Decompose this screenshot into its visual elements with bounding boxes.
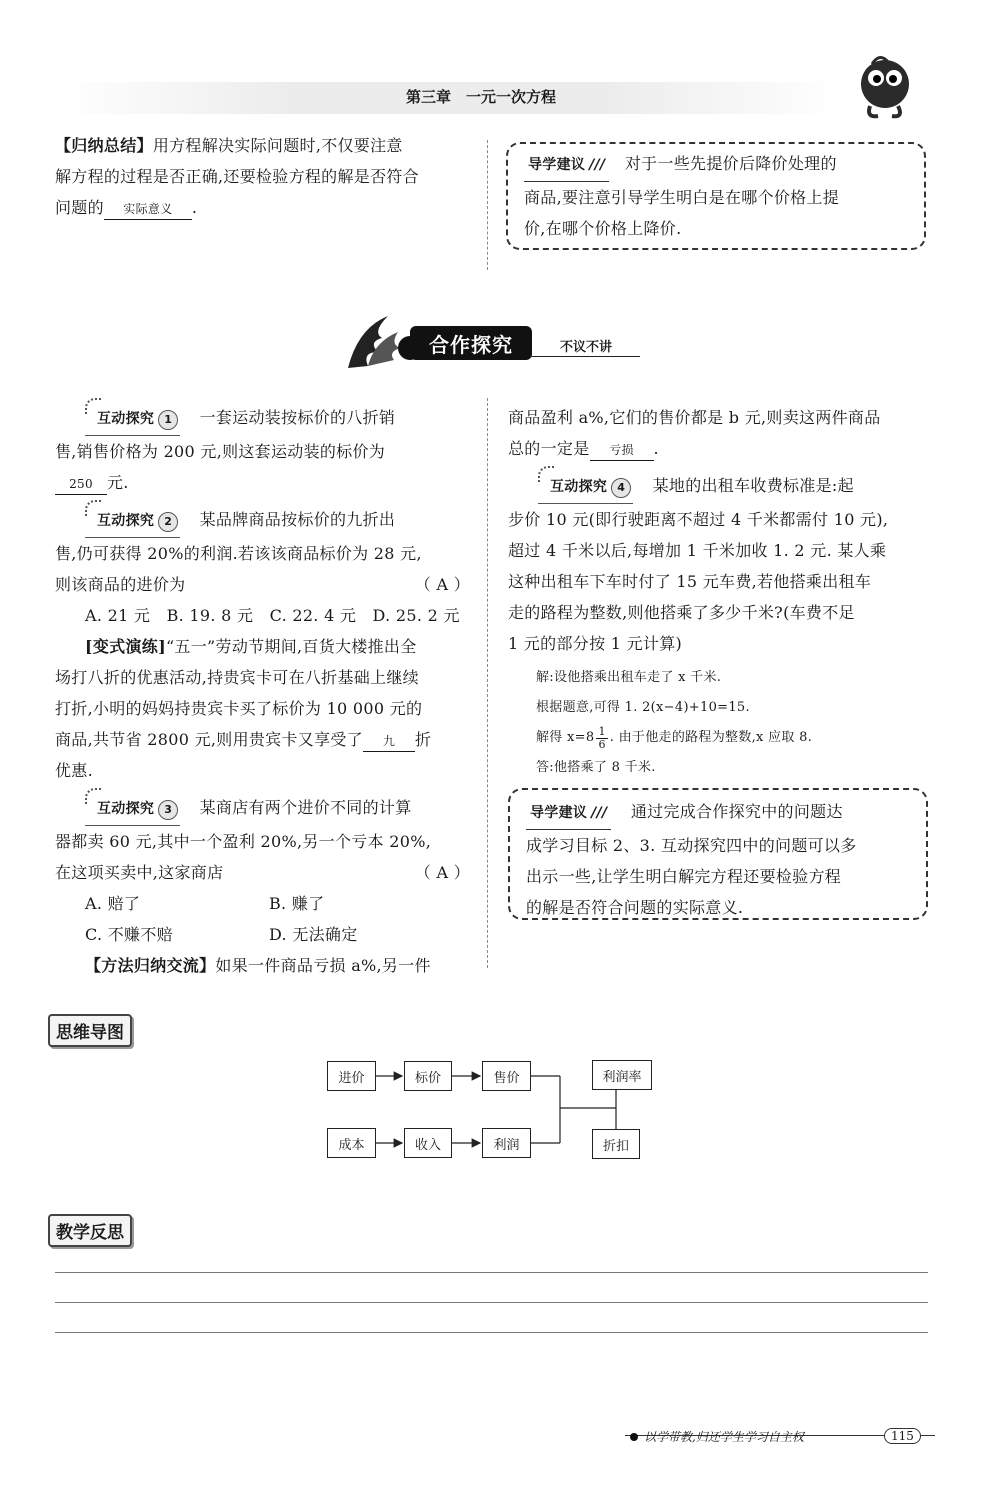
number-circle-icon: 3 xyxy=(158,800,178,820)
explore3-line1: 某商店有两个进价不同的计算 xyxy=(199,798,412,817)
mindmap-node-shoujia: 售价 xyxy=(482,1061,531,1091)
reflection-line-2 xyxy=(55,1302,928,1303)
mindmap-node-biaojia: 标价 xyxy=(404,1061,452,1091)
page-number: 115 xyxy=(884,1428,921,1444)
explore-tag-3: 互动探究 3 xyxy=(85,794,180,826)
guide1-line1: 对于一些先提价后降价处理的 xyxy=(624,154,837,173)
method-line2: 商品盈利 a%,它们的售价都是 b 元,则卖这两件商品 xyxy=(508,408,881,427)
summary-line1: 用方程解决实际问题时,不仅要注意 xyxy=(152,136,403,155)
solution-line3-suffix: . 由于他走的路程为整数,x 应取 8. xyxy=(609,730,813,745)
option-a: A. 赔了 xyxy=(85,894,141,913)
explore1-line1: 一套运动装按标价的八折销 xyxy=(199,408,396,427)
explore4-line6: 1 元的部分按 1 元计算) xyxy=(508,634,683,653)
solution-line3-prefix: 解得 x=8 xyxy=(536,730,595,745)
variant-line4-suffix: 折 xyxy=(414,730,432,749)
explore3-line2: 器都卖 60 元,其中一个盈利 20%,另一个亏本 20%, xyxy=(55,832,432,851)
explore2-answer: （ A ） xyxy=(414,575,470,594)
guide2-line1: 通过完成合作探究中的问题达 xyxy=(630,802,843,821)
footer-slogan: 以学带教,归还学生学习自主权 xyxy=(644,1430,804,1444)
option-d: D. 无法确定 xyxy=(269,925,358,944)
guide1-line3: 价,在哪个价格上降价. xyxy=(524,219,682,238)
variant-line2: 场打八折的优惠活动,持贵宾卡可在八折基础上继续 xyxy=(55,668,419,687)
explore-tag-1: 互动探究 1 xyxy=(85,404,180,436)
banner-title: 合作探究 xyxy=(429,332,513,357)
guide2-line4: 的解是否符合问题的实际意义. xyxy=(526,898,744,917)
explore3-answer: （ A ） xyxy=(414,863,470,882)
reflection-line-1 xyxy=(55,1272,928,1273)
mindmap-title: 思维导图 xyxy=(48,1014,132,1047)
number-circle-icon: 2 xyxy=(158,512,178,532)
mindmap-node-zhekou: 折扣 xyxy=(592,1129,640,1159)
mindmap-node-lirun: 利润 xyxy=(482,1128,531,1158)
mindmap-node-chengben: 成本 xyxy=(327,1128,376,1158)
option-c: C. 不赚不赔 xyxy=(85,925,173,944)
guide-label-1: 导学建议 /// xyxy=(524,150,609,182)
explore3-line3: 在这项买卖中,这家商店 xyxy=(55,863,224,882)
summary-line2: 解方程的过程是否正确,还要检验方程的解是否符合 xyxy=(55,167,419,186)
fraction-denominator: 6 xyxy=(598,737,606,751)
method-line3-prefix: 总的一定是 xyxy=(508,439,590,458)
explore4-line5: 走的路程为整数,则他搭乘了多少千米?(车费不足 xyxy=(508,603,855,622)
reflection-line-3 xyxy=(55,1332,928,1333)
reflection-title: 教学反思 xyxy=(48,1214,132,1247)
explore4-line1: 某地的出租车收费标准是:起 xyxy=(652,476,854,495)
variant-line1: “五一”劳动节期间,百货大楼推出全 xyxy=(165,637,417,656)
answer-blank: 九 xyxy=(363,731,415,752)
solution-line1: 解:设他搭乘出租车走了 x 千米. xyxy=(536,670,722,685)
answer-blank: 亏损 xyxy=(590,440,654,461)
footer-slogan-row xyxy=(630,1428,804,1445)
explore-tag-4: 互动探究 4 xyxy=(538,472,633,504)
mindmap-node-shouru: 收入 xyxy=(404,1128,452,1158)
method-line1: 如果一件商品亏损 a%,另一件 xyxy=(215,956,431,975)
variant-line4-prefix: 商品,共节省 2800 元,则用贵宾卡又享受了 xyxy=(55,730,363,749)
number-circle-icon: 4 xyxy=(611,478,631,498)
explore4-line2: 步价 10 元(即行驶距离不超过 4 千米都需付 10 元), xyxy=(508,510,889,529)
explore2-line2: 售,仍可获得 20%的利润.若该该商品标价为 28 元, xyxy=(55,544,422,563)
bullet-icon xyxy=(630,1433,638,1441)
mindmap-node-jinjia: 进价 xyxy=(327,1061,376,1091)
explore-tag-2: 互动探究 2 xyxy=(85,506,180,538)
guide2-line3: 出示一些,让学生明白解完方程还要检验方程 xyxy=(526,867,842,886)
method-line3-suffix: . xyxy=(653,439,659,458)
guide1-line2: 商品,要注意引导学生明白是在哪个价格上提 xyxy=(524,188,840,207)
explore1-line2: 售,销售价格为 200 元,则这套运动装的标价为 xyxy=(55,442,386,461)
variant-line5: 优惠. xyxy=(55,761,93,780)
method-label: 【方法归纳交流】 xyxy=(85,956,216,975)
guide-label-2: 导学建议 /// xyxy=(526,798,611,830)
summary-line3-prefix: 问题的 xyxy=(55,198,104,217)
banner-subtitle: 不议不讲 xyxy=(560,340,613,355)
mindmap-node-lirunlv: 利润率 xyxy=(592,1060,652,1090)
summary-label: 【归纳总结】 xyxy=(55,136,153,155)
guide2-line2: 成学习目标 2、3. 互动探究四中的问题可以多 xyxy=(526,836,857,855)
solution-line2: 根据题意,可得 1. 2(x−4)+10=15. xyxy=(536,700,750,715)
fraction-numerator: 1 xyxy=(598,724,606,738)
explore4-line3: 超过 4 千米以后,每增加 1 千米加收 1. 2 元. 某人乘 xyxy=(508,541,887,560)
explore2-options: A. 21 元 B. 19. 8 元 C. 22. 4 元 D. 25. 2 元 xyxy=(85,606,460,625)
explore4-line4: 这种出租车下车时付了 15 元车费,若他搭乘出租车 xyxy=(508,572,872,591)
explore1-suffix: 元. xyxy=(107,473,129,492)
solution-line4: 答:他搭乘了 8 千米. xyxy=(536,760,656,775)
answer-blank: 实际意义 xyxy=(104,199,192,220)
explore2-line1: 某品牌商品按标价的九折出 xyxy=(199,510,396,529)
explore2-line3: 则该商品的进价为 xyxy=(55,575,186,594)
variant-label: [变式演练] xyxy=(85,637,166,656)
variant-line3: 打折,小明的妈妈持贵宾卡买了标价为 10 000 元的 xyxy=(55,699,423,718)
option-b: B. 赚了 xyxy=(269,894,325,913)
chapter-title: 第三章 一元一次方程 xyxy=(406,88,557,106)
answer-blank: 250 xyxy=(55,474,107,495)
number-circle-icon: 1 xyxy=(158,410,178,430)
summary-line3-suffix: . xyxy=(191,198,198,217)
